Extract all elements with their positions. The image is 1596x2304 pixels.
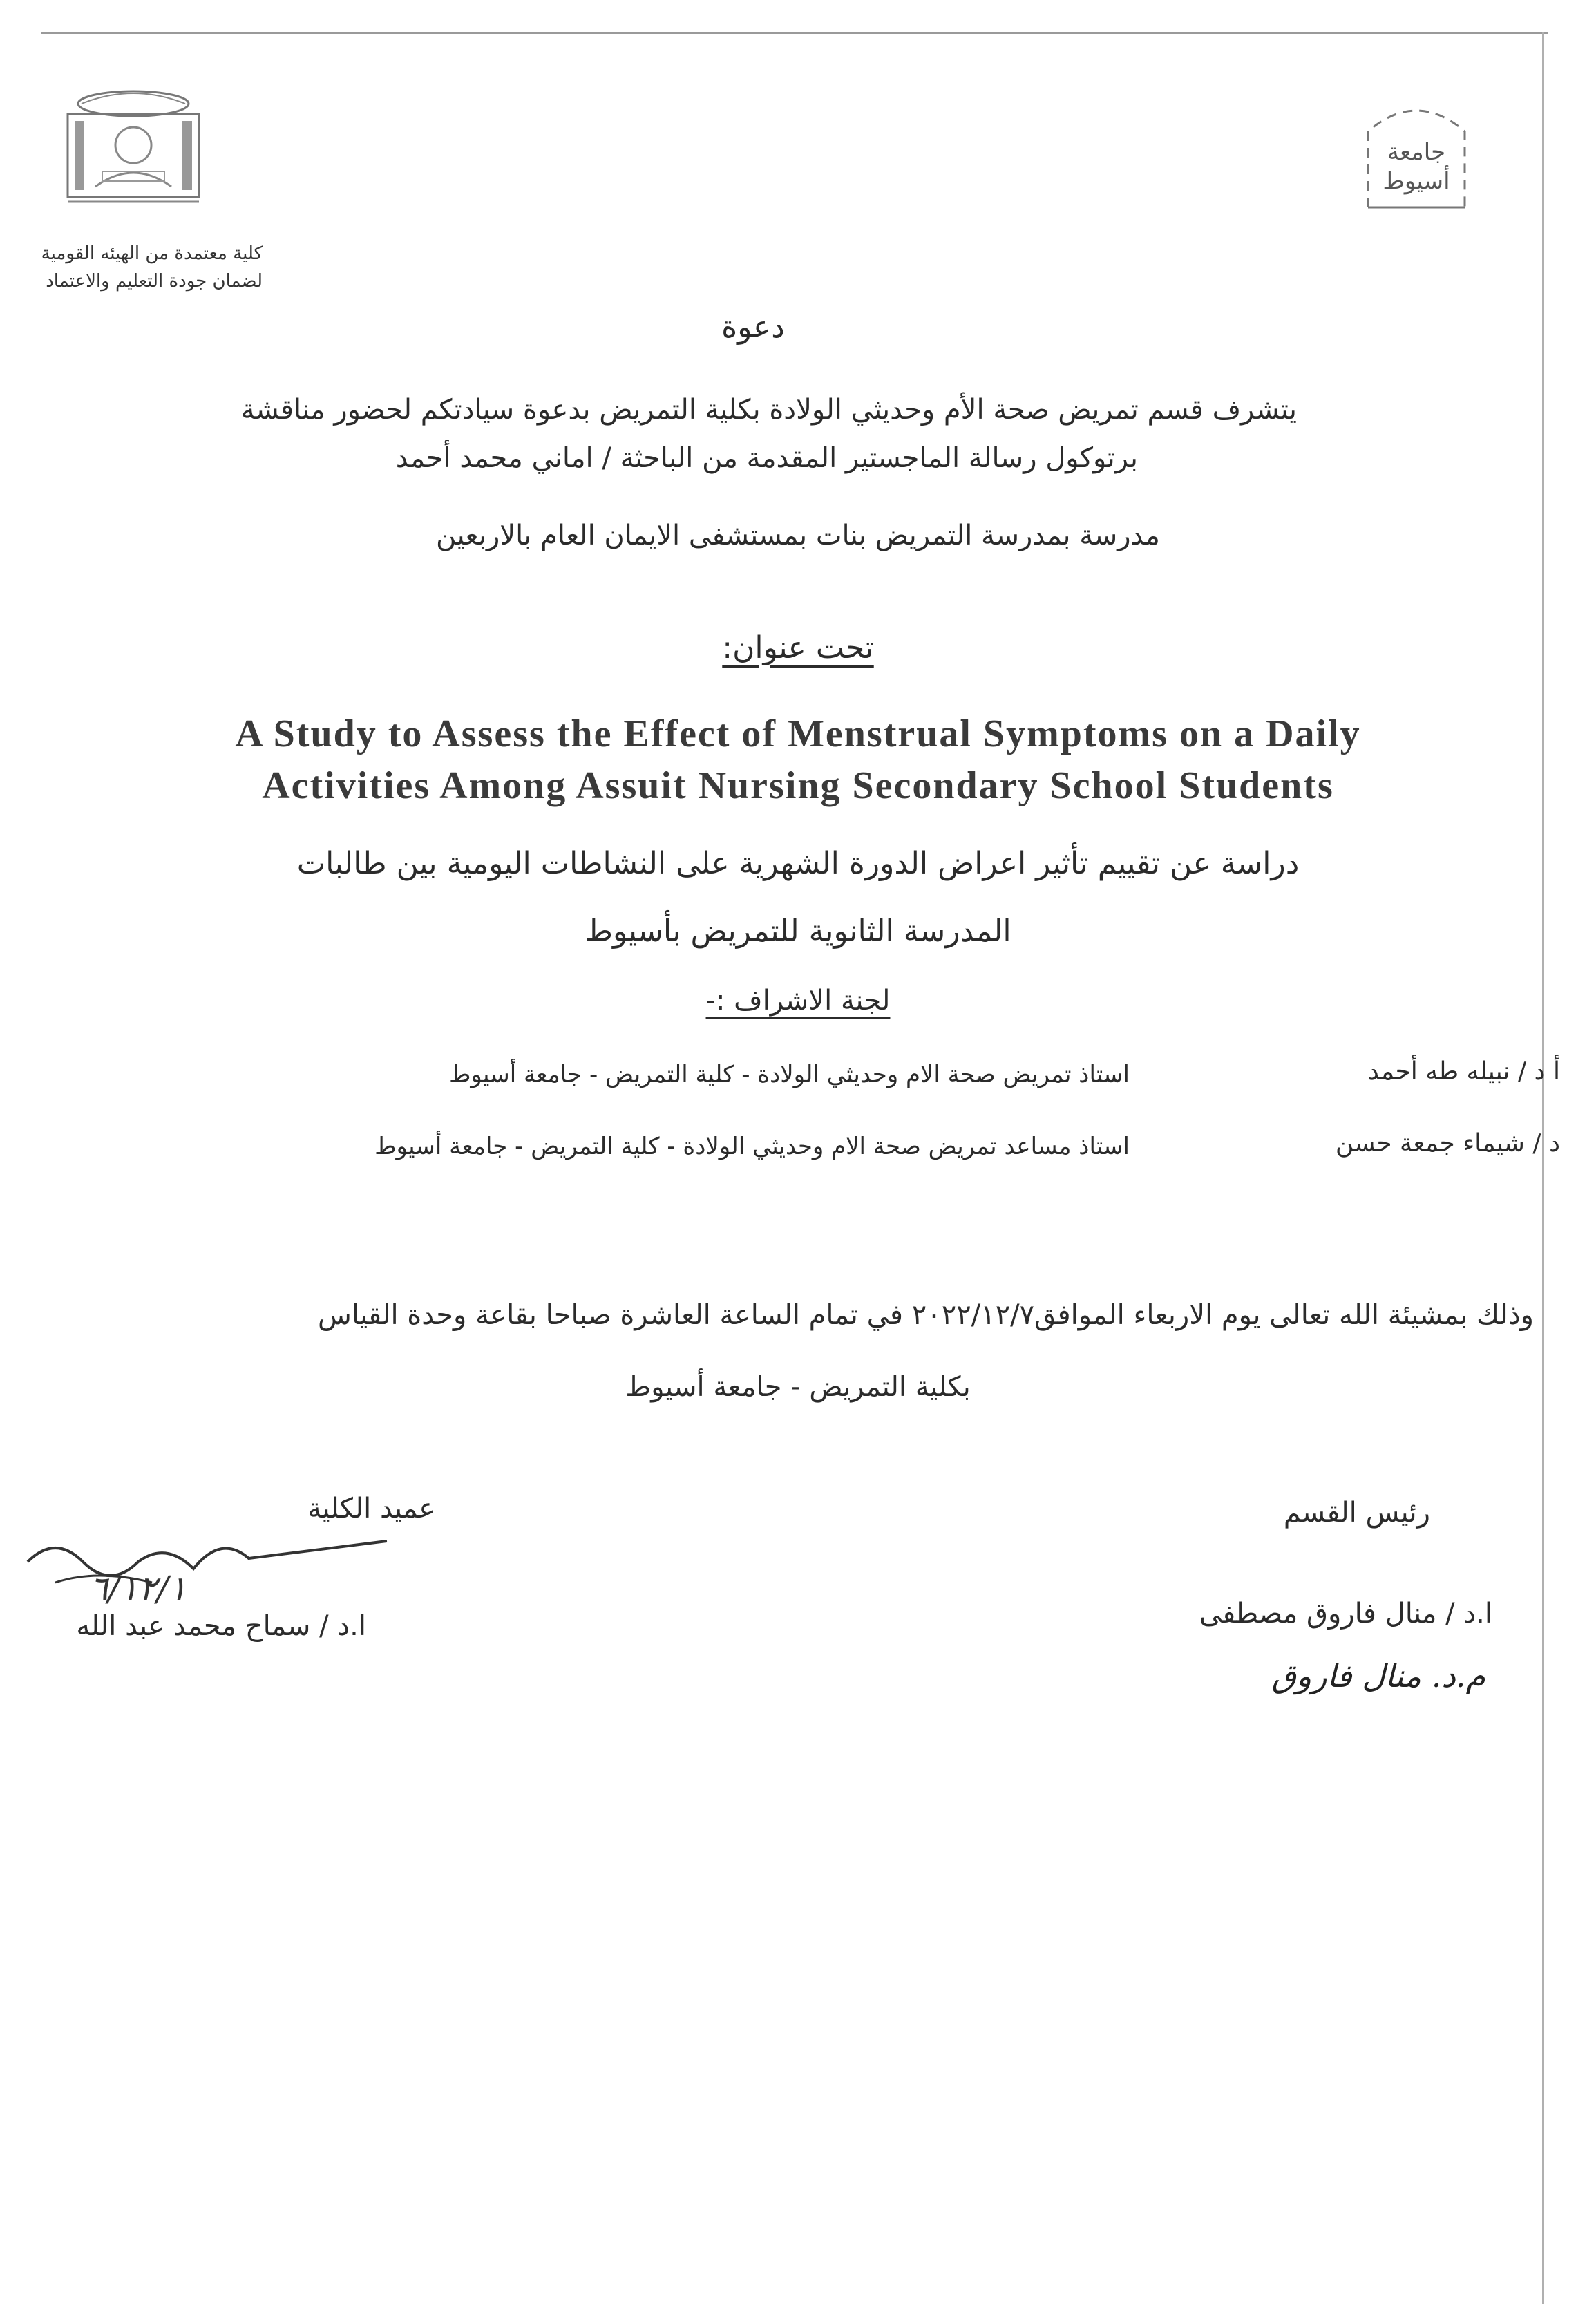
dean-name: ا.د / سماح محمد عبد الله <box>76 1610 366 1642</box>
thesis-title-ar-line-1: دراسة عن تقييم تأثير اعراض الدورة الشهرية على النشاطات اليومية بين طالبات <box>296 846 1300 881</box>
department-head-name: ا.د / منال فاروق مصطفى <box>1199 1598 1492 1630</box>
accreditation-line-1: كلية معتمدة من الهيئه القومية <box>41 243 263 264</box>
committee-member-1-role: استاذ تمريض صحة الام وحديثي الولادة - كلية التمريض - جامعة أسيوط <box>448 1061 1130 1088</box>
department-head-title: رئيس القسم <box>1283 1497 1430 1529</box>
committee-member-2-role: استاذ مساعد تمريض صحة الام وحديثي الولادة - كلية التمريض - جامعة أسيوط <box>374 1133 1130 1160</box>
under-title-label: تحت عنوان: <box>722 630 874 665</box>
thesis-title-en-line-1: A Study to Assess the Effect of Menstrual Symptoms on a Daily <box>235 712 1361 755</box>
university-logo-text-top: جامعة <box>1387 138 1446 166</box>
university-logo-text-bottom: أسيوط <box>1383 167 1450 195</box>
department-head-handwritten-signature: م.د. منال فاروق <box>1271 1657 1485 1694</box>
dean-handwritten-date: ٦/١٢/١ <box>89 1569 187 1609</box>
thesis-title-en-line-2: Activities Among Assuit Nursing Secondary School Students <box>262 764 1334 807</box>
committee-member-2-name: د / شيماء جمعة حسن <box>1335 1129 1560 1158</box>
closing-line-2: بكلية التمريض - جامعة أسيوط <box>625 1371 971 1403</box>
committee-member-1-name: أ د / نبيله طه أحمد <box>1367 1057 1560 1086</box>
thesis-title-ar-line-2: المدرسة الثانوية للتمريض بأسيوط <box>585 914 1011 949</box>
intro-line-1: يتشرف قسم تمريض صحة الأم وحديثي الولادة بكلية التمريض بدعوة سيادتكم لحضور مناقشة <box>240 394 1297 426</box>
faculty-seal-logo <box>54 83 213 221</box>
intro-line-2: برتوكول رسالة الماجستير المقدمة من الباحثة / اماني محمد أحمد <box>395 442 1138 474</box>
invitation-title: دعوة <box>721 310 785 345</box>
committee-label: لجنة الاشراف :- <box>705 985 891 1017</box>
page-border-top <box>41 32 1548 34</box>
university-logo <box>1347 83 1485 221</box>
closing-line-1: وذلك بمشيئة الله تعالى يوم الاربعاء الموافق٢٠٢٢/١٢/٧ في تمام الساعة العاشرة صباحا بقاعة وحدة القياس <box>317 1299 1534 1331</box>
page-border-right <box>1542 32 1544 2304</box>
intro-line-3: مدرسة بمدرسة التمريض بنات بمستشفى الايمان العام بالاربعين <box>436 520 1160 551</box>
accreditation-line-2: لضمان جودة التعليم والاعتماد <box>46 271 263 292</box>
dean-title: عميد الكلية <box>307 1493 435 1524</box>
